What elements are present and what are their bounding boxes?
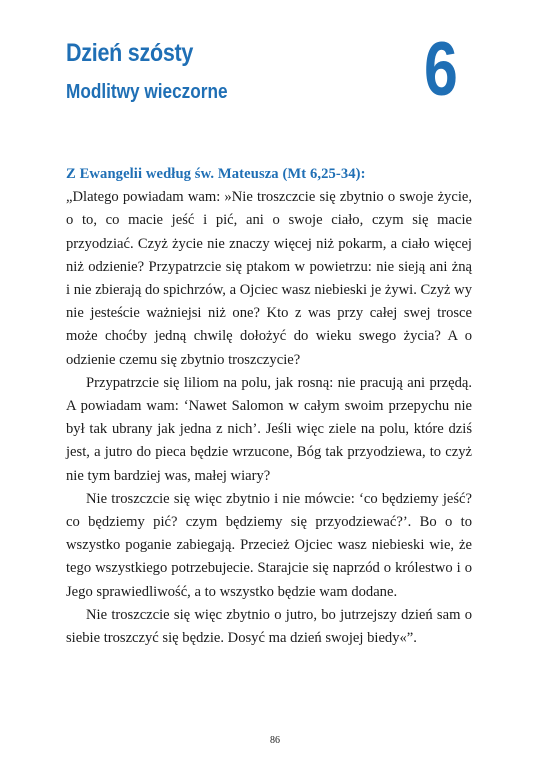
paragraph-3: Nie troszczcie się więc zbytnio i nie mówcie: ‘co będziemy jeść? co będziemy pić? czym będziemy się przyodziewać?’. Bo o to wszystko poganie zabiegają. Przecież Ojciec wasz niebieski wie, że tego wszystkiego potrzebujecie. Starajcie się naprzód o królestwo i o Jego sprawiedliwość, a to wszystko będzie wam dodane. bbox=[66, 490, 472, 600]
paragraph-1: „Dlatego powiadam wam: »Nie troszczcie się zbytnio o swoje życie, o to, co macie jeść i pić, ani o swoje ciało, czym się macie przyodziać. Czyż życie nie znaczy więcej niż pokarm, a ciało więcej niż odzienie? Przypatrzcie się ptakom w powietrzu: nie sieją ani żną i nie zbierają do spichrzów, a Ojciec wasz niebieski je żywi. Czyż wy nie jesteście ważniejsi niż one? Kto z was przy całej swej trosce może choćby jedną chwilę dołożyć do wieku swego życia? A o odzienie czemu się zbytnio troszczycie? bbox=[66, 189, 472, 368]
main-text bbox=[66, 163, 472, 650]
chapter-subtitle: Modlitwy wieczorne bbox=[66, 81, 228, 103]
day-number: 6 bbox=[424, 27, 458, 112]
chapter-title: Dzień szósty bbox=[66, 39, 194, 67]
paragraph-4: Nie troszczcie się więc zbytnio o jutro, bo jutrzejszy dzień sam o siebie troszczyć się będzie. Dosyć ma dzień swojej biedy«”. bbox=[66, 606, 472, 647]
gospel-reference: Z Ewangelii według św. Mateusza (Mt 6,25-34): bbox=[66, 166, 366, 182]
chapter-heading bbox=[66, 38, 254, 104]
page-number: 86 bbox=[270, 735, 280, 746]
paragraph-2: Przypatrzcie się liliom na polu, jak rosną: nie pracują ani przędą. A powiadam wam: ‘Nawet Salomon w całym swoim przepychu nie był tak ubrany jak jedna z nich’. Jeśli więc ziele na polu, które dziś jest, a jutro do pieca będzie wrzucone, Bóg tak przyodziewa, to czyż nie tym bardziej was, małej wiary? bbox=[66, 374, 472, 484]
